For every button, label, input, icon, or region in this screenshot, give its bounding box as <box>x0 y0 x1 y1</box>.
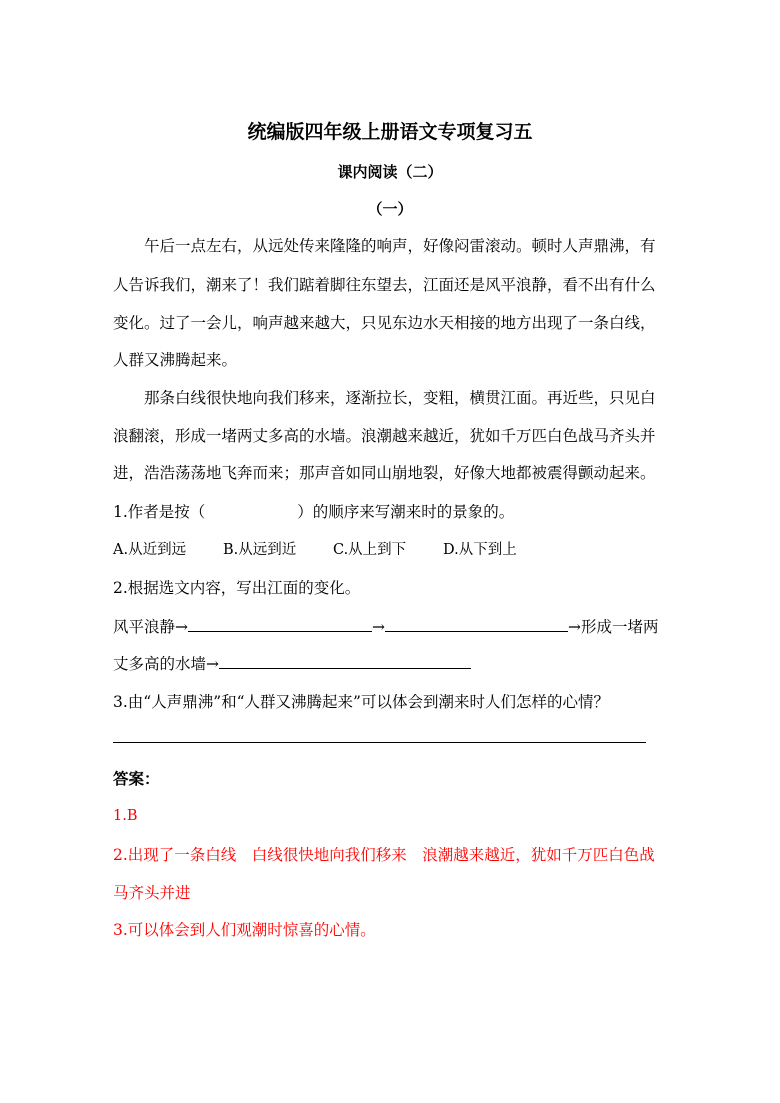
question-2-text: 2.根据选文内容，写出江面的变化。 <box>113 579 361 597</box>
option-a[interactable]: A.从近到远 <box>113 542 187 558</box>
passage-p1-line-1: 午后一点左右，从远处传来隆隆的响声，好像闷雷滚动。顿时人声鼎沸，有 <box>144 237 656 255</box>
flow-cont: 丈多高的水墙→ <box>113 655 219 673</box>
flow-blank-1[interactable] <box>188 616 372 632</box>
passage-p2-line-3: 进，浩浩荡荡地飞奔而来；那声音如同山崩地裂，好像大地都被震得颤动起来。 <box>113 464 656 482</box>
question-1-options <box>113 540 517 560</box>
document-title: 统编版四年级上册语文专项复习五 <box>247 121 533 143</box>
question-1 <box>113 502 514 522</box>
question-1-prefix: 1.作者是按（ <box>113 503 206 521</box>
answer-2-line-1: 2.出现了一条白线 白线很快地向我们移来 浪潮越来越近，犹如千万匹白色战 <box>113 846 655 864</box>
question-3-text: 3.由“人声鼎沸”和“人群又沸腾起来”可以体会到潮来时人们怎样的心情？ <box>113 693 609 711</box>
question-1-suffix: ）的顺序来写潮来时的景象的。 <box>297 503 515 521</box>
option-c[interactable]: C.从上到下 <box>333 542 407 558</box>
flow-blank-3[interactable] <box>219 653 471 669</box>
option-d[interactable]: D.从下到上 <box>443 542 517 558</box>
passage-p1-line-2: 人告诉我们，潮来了！我们踮着脚往东望去，江面还是风平浪静，看不出有什么 <box>113 276 656 294</box>
answer-3: 3.可以体会到人们观潮时惊喜的心情。 <box>113 921 376 939</box>
flow-blank-2[interactable] <box>385 616 568 632</box>
answer-2-line-2: 马齐头并进 <box>113 884 191 902</box>
passage-p2-line-2: 浪翻滚，形成一堵两丈多高的水墙。浪潮越来越近，犹如千万匹白色战马齐头并 <box>113 427 656 445</box>
flow-arrow: → <box>372 618 385 636</box>
option-b[interactable]: B.从远到近 <box>223 542 297 558</box>
passage-p2-line-1: 那条白线很快地向我们移来，逐渐拉长，变粗，横贯江面。再近些，只见白 <box>144 389 656 407</box>
answers-label: 答案： <box>113 769 160 788</box>
document-subtitle: 课内阅读（二） <box>337 163 443 181</box>
question-2-flow <box>113 616 659 637</box>
flow-mid: →形成一堵两 <box>568 618 659 636</box>
flow-start: 风平浪静→ <box>113 618 188 636</box>
answer-1: 1.B <box>113 808 138 824</box>
question-2-flow-cont <box>113 653 471 674</box>
question-3-answer-line[interactable] <box>113 742 646 743</box>
section-heading: （一） <box>367 200 413 218</box>
passage-p1-line-4: 人群又沸腾起来。 <box>113 351 238 369</box>
passage-p1-line-3: 变化。过了一会儿，响声越来越大，只见东边水天相接的地方出现了一条白线， <box>113 314 656 332</box>
